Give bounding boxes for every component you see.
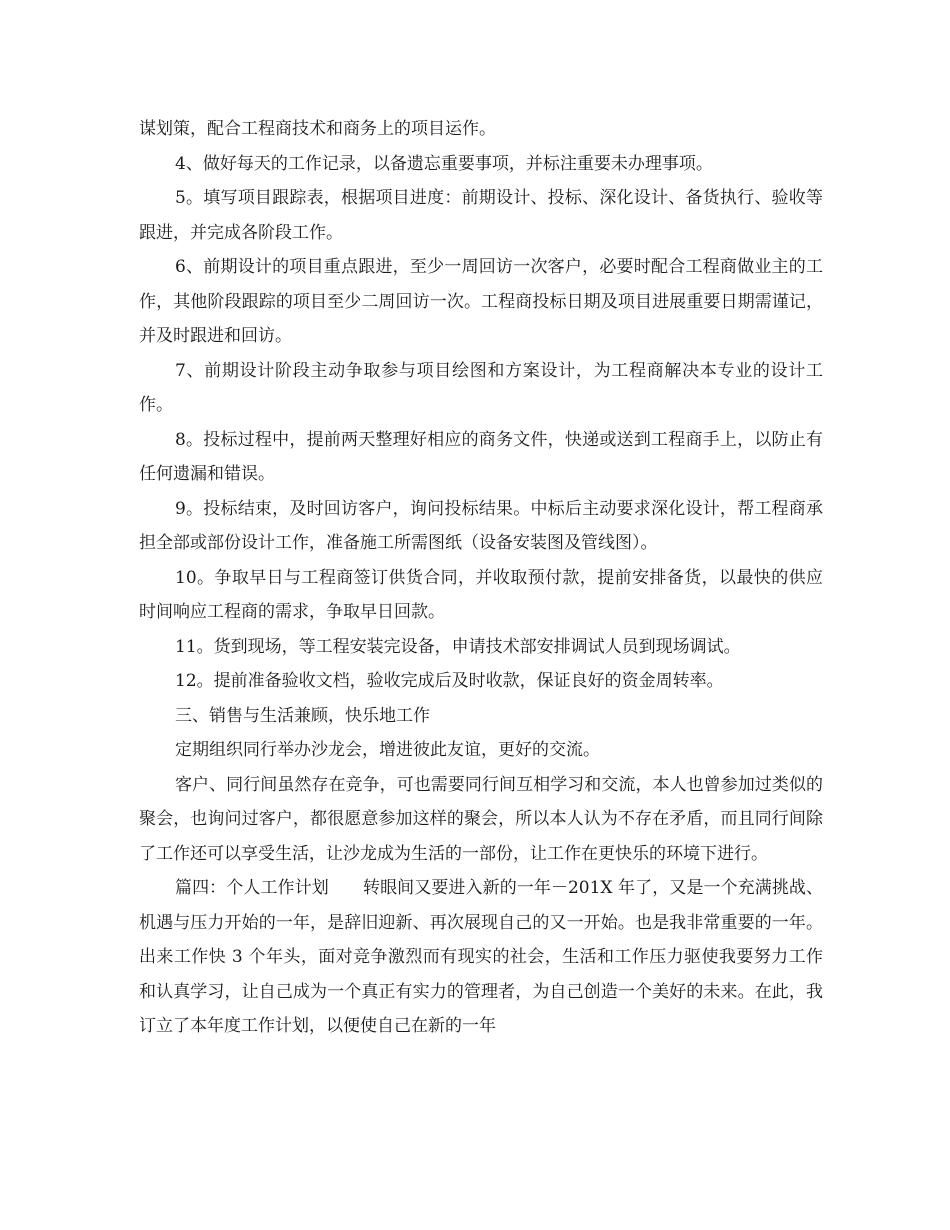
paragraph: 篇四：个人工作计划 转眼间又要进入新的一年－201X 年了，又是一个充满挑战、机遇与压力开始的一年，是辞旧迎新、再次展现自己的又一开始。也是我非常重要的一年。出来工作快 3 个年头，面对竞争激烈而有现实的社会，生活和工作压力驱使我要努力工作和认真学习，让自己成为一个真正有实力的管理者，为自己创造一个美好的未来。在此，我订立了本年度工作计划，以便使自己在新的一年 — [139, 878, 823, 1036]
paragraph: 7、前期设计阶段主动争取参与项目绘图和方案设计，为工程商解决本专业的设计工作。 — [139, 360, 823, 415]
paragraph: 谋划策，配合工程商技术和商务上的项目运作。 — [139, 119, 496, 139]
paragraph: 8。投标过程中，提前两天整理好相应的商务文件，快递或送到工程商手上，以防止有任何遗漏和错误。 — [139, 429, 823, 484]
paragraph: 4、做好每天的工作记录，以备遗忘重要事项，并标注重要未办理事项。 — [175, 153, 713, 174]
paragraph: 12。提前准备验收文档，验收完成后及时收款，保证良好的资金周转率。 — [175, 671, 724, 691]
paragraph: 10。争取早日与工程商签订供货合同，并收取预付款，提前安排备货，以最快的供应时间响应工程商的需求，争取早日回款。 — [139, 567, 823, 622]
paragraph: 5。填写项目跟踪表，根据项目进度：前期设计、投标、深化设计、备货执行、验收等跟进，并完成各阶段工作。 — [139, 188, 823, 243]
paragraph: 客户、同行间虽然存在竞争，可也需要同行间互相学习和交流，本人也曾参加过类似的聚会，也询问过客户，都很愿意参加这样的聚会，所以本人认为不存在矛盾，而且同行间除了工作还可以享受生活，让沙龙成为生活的一部份，让工作在更快乐的环境下进行。 — [139, 774, 823, 864]
paragraph: 11。货到现场，等工程安装完设备，申请技术部安排调试人员到现场调试。 — [175, 636, 741, 657]
paragraph: 6、前期设计的项目重点跟进，至少一周回访一次客户，必要时配合工程商做业主的工作，其他阶段跟踪的项目至少二周回访一次。工程商投标日期及项目进展重要日期需谨记，并及时跟进和回访。 — [139, 257, 823, 346]
section-heading: 三、销售与生活兼顾，快乐地工作 — [175, 705, 430, 726]
paragraph: 定期组织同行举办沙龙会，增进彼此友谊，更好的交流。 — [175, 740, 600, 760]
paragraph: 9。投标结束，及时回访客户，询问投标结果。中标后主动要求深化设计，帮工程商承担全部或部份设计工作，准备施工所需图纸（设备安装图及管线图）。 — [139, 498, 823, 553]
document-body — [139, 112, 823, 1044]
